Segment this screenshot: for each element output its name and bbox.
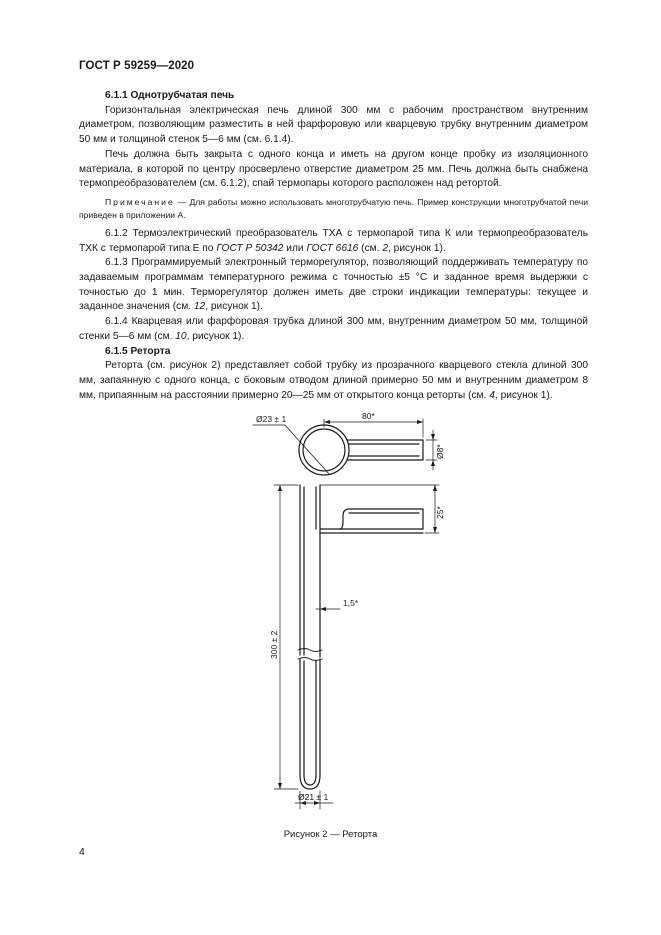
section-6-1-1-paragraph-2: Печь должна быть закрыта с одного конца и иметь на другом конце пробку из изоляционного материала, в которой по центру просверлено отверстие диаметром 25 мм. Печь должна быть снабжена термопреобразователем (см. 6.1.2), спай термопары которого расположен над ретортой.: [79, 148, 588, 190]
note-label: Примечание: [105, 196, 175, 207]
s615-ref-item: 4: [489, 389, 495, 401]
retort-tube-upper-walls: [300, 485, 346, 655]
branch-length-label: 80*: [362, 411, 375, 421]
s612-text-b: или: [283, 242, 307, 254]
s615-text-a: Реторта (см. рисунок 2) представляет собой трубку из прозрачного кварцевого стекла длиной 300 мм, запаянную с одного конца, с боковым отводом длиной примерно 50 мм и внутренним диаметром 8 мм, припаянным на расстоянии примерно 20—25 мм от открытого конца реторты (см.: [79, 360, 588, 401]
section-6-1-3: [79, 256, 588, 315]
arrow-icon: [433, 527, 437, 533]
page-number: 4: [79, 846, 85, 858]
wall-thickness-label: 1,5*: [343, 598, 359, 608]
retort-top-view-outer-circle: [299, 425, 349, 475]
body-text: [79, 89, 588, 403]
section-6-1-5-title: 6.1.5 Реторта: [105, 345, 171, 357]
s615-text-b: , рисунок 1).: [494, 389, 553, 401]
bottom-diameter-label: Ø21 ± 1: [298, 792, 329, 802]
s612-text-a: 6.1.2 Термоэлектрический преобразователь ТХА с термопарой типа К или термопреобразователь ТХК с термопарой типа Е по: [79, 227, 588, 254]
figure-caption: Рисунок 2 — Реторта: [283, 829, 378, 840]
section-6-1-1-paragraph-1: Горизонтальная электрическая печь длиной 300 мм с рабочим пространством внутренним диаметром, позволяющим разместить в ней фарфоровую или кварцевую трубку внутренним диаметром 50 мм и толщиной стенок 5—6 мм (см. 6.1.4).: [79, 104, 588, 146]
branch-diameter-label: Ø8*: [435, 444, 445, 459]
arrow-icon: [278, 783, 282, 789]
arrow-icon: [431, 434, 435, 440]
s613-text-b: , рисунок 1).: [205, 301, 263, 313]
s612-ref-item: 2: [382, 242, 388, 254]
s612-ref-gost-r-50342: ГОСТ Р 50342: [216, 242, 284, 254]
retort-tube-lower-walls: [300, 659, 320, 789]
s614-text-b: , рисунок 1).: [186, 330, 245, 342]
s613-text-a: 6.1.3 Программируемый электронный терморегулятор, позволяющий поддерживать температуру по задаваемым программам температурного режима с точностью ±5 °С и заданное время выдержки с точностью до 1 мин. Терморегулятор должен иметь две строки индикации температуры: текущее и заданное значения (см.: [79, 257, 588, 313]
s612-ref-gost-6616: ГОСТ 6616: [306, 242, 359, 254]
top-diameter-leader: [253, 425, 329, 474]
branch-offset-label: 25*: [435, 506, 445, 519]
s612-text-c: (см.: [358, 242, 383, 254]
retort-drawing-svg: [225, 397, 465, 817]
arrow-icon: [433, 485, 437, 491]
retort-top-view-inner-circle: [303, 429, 345, 471]
retort-drawing: [225, 397, 465, 817]
section-6-1-1-title: 6.1.1 Однотрубчатая печь: [105, 90, 235, 101]
note: [79, 196, 588, 222]
s614-text-a: 6.1.4 Кварцевая или фарфоровая трубка длиной 300 мм, внутренним диаметром 50 мм, толщиной стенки 5—6 мм (см.: [79, 316, 588, 342]
arrow-icon: [320, 607, 326, 611]
length-label: 300 ± 2: [269, 630, 279, 659]
s612-text-d: , рисунок 1).: [388, 242, 446, 254]
section-6-1-2: [79, 227, 588, 256]
arrow-icon: [324, 420, 330, 424]
document-header: ГОСТ Р 59259—2020: [79, 60, 195, 72]
arrow-icon: [431, 460, 435, 466]
break-line-lower: [298, 658, 322, 661]
note-text: — Для работы можно использовать многотрубчатую печь. Пример конструкции многотрубчатой печи приведен в приложении А.: [79, 196, 588, 220]
arrow-icon: [417, 420, 423, 424]
s613-ref-item: 12: [193, 301, 206, 313]
branch-length-dim-lines: [324, 419, 423, 437]
retort-top-view-branch: [347, 440, 423, 460]
s614-ref-item: 10: [175, 330, 187, 342]
break-line-upper: [298, 649, 322, 652]
section-6-1-4: [79, 315, 588, 344]
arrow-icon: [278, 485, 282, 491]
top-diameter-label: Ø23 ± 1: [256, 414, 287, 424]
